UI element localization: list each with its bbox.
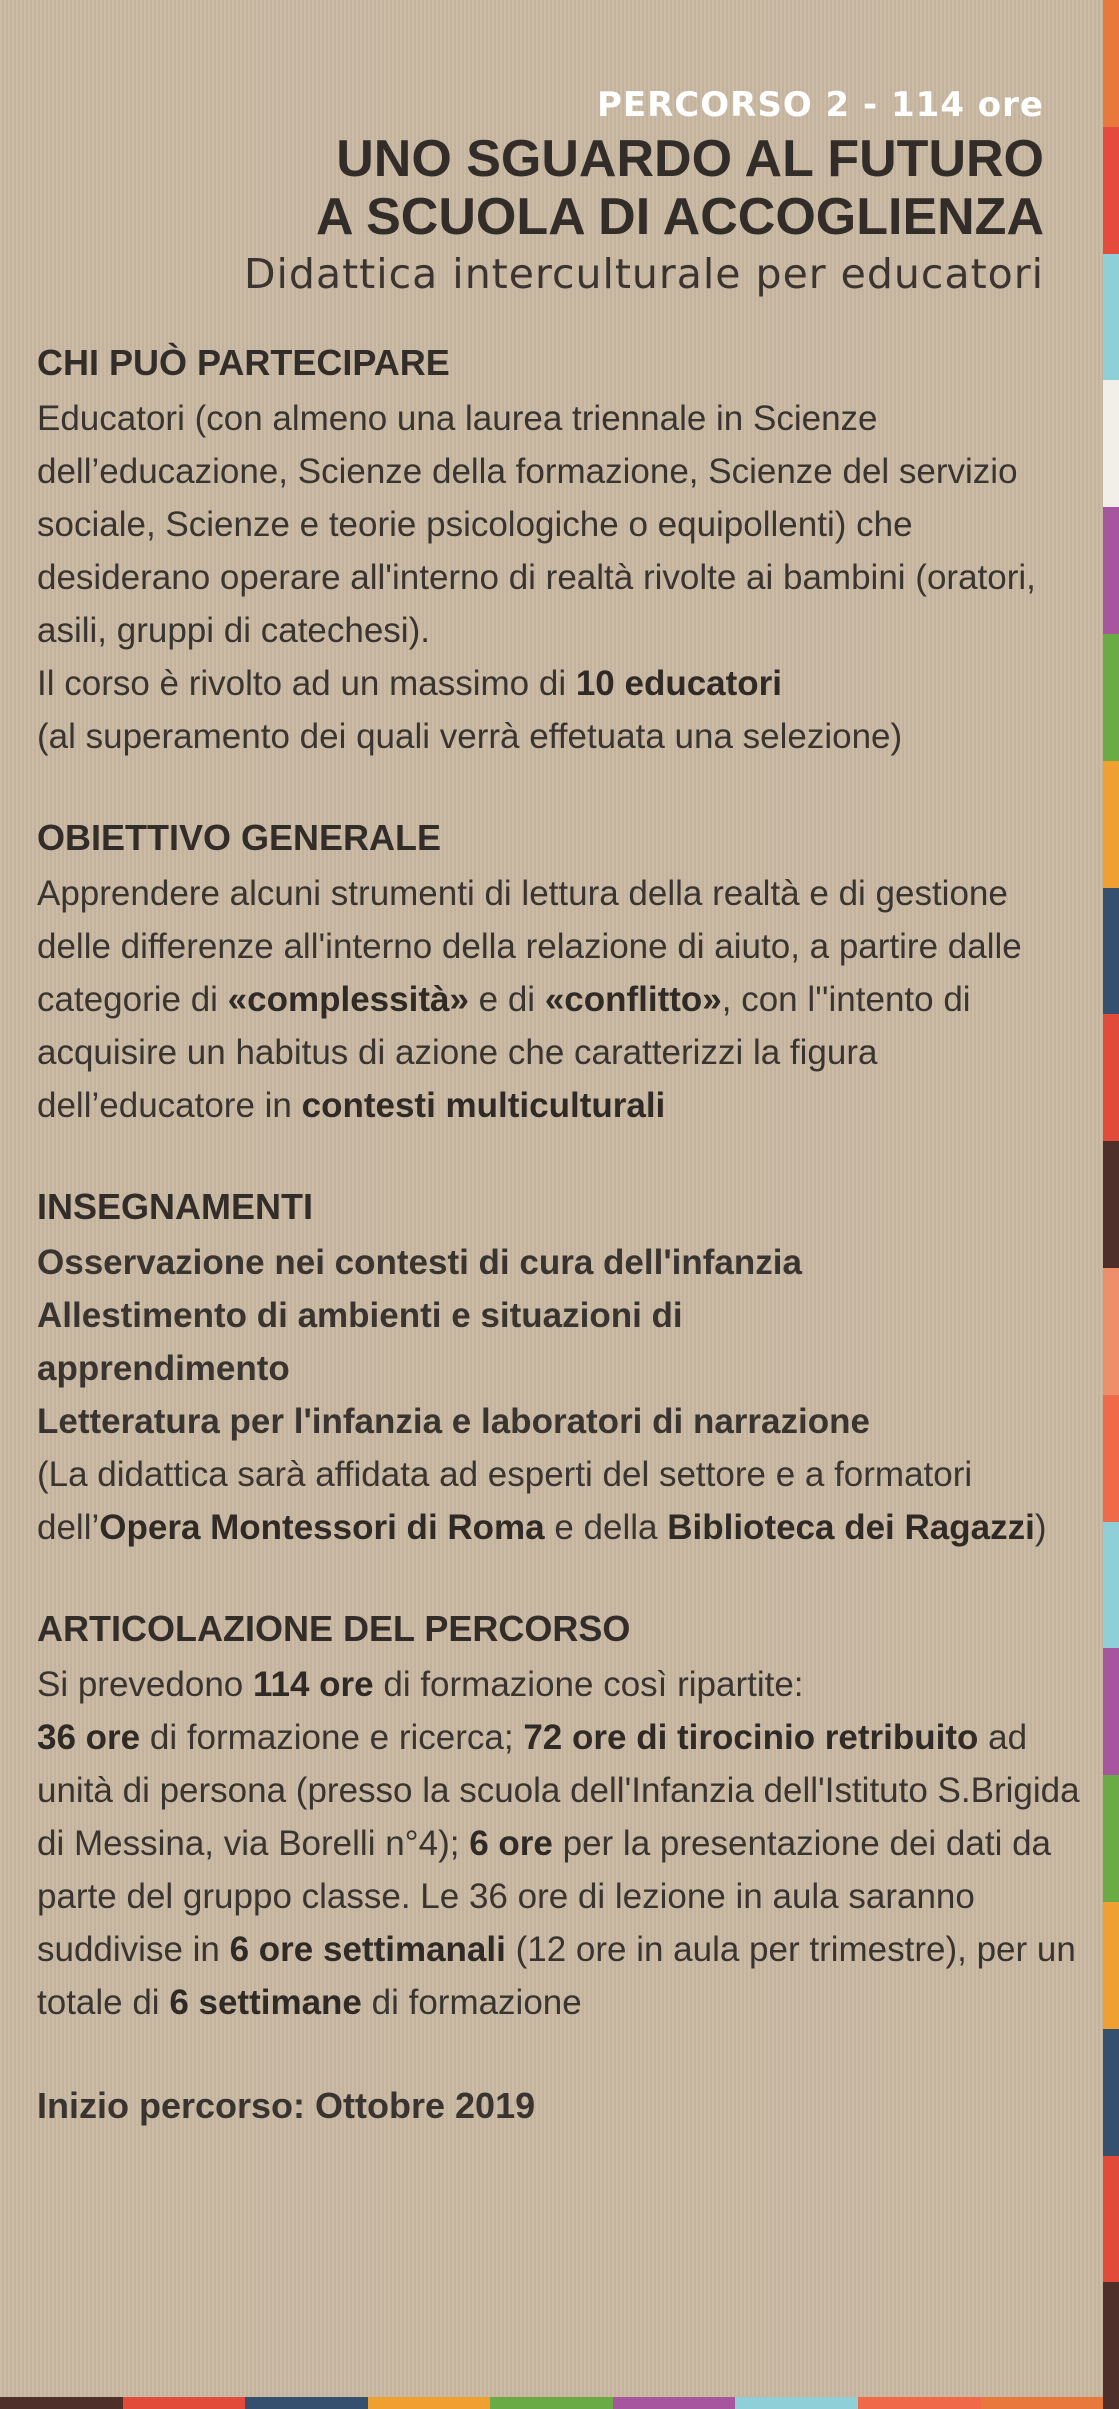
title-line-1: UNO SGUARDO AL FUTURO xyxy=(336,130,1044,188)
text-span: di formazione e ricerca; xyxy=(140,1718,524,1757)
teaching-note xyxy=(37,1448,1087,1554)
bold-span: Biblioteca dei Ragazzi xyxy=(667,1508,1035,1547)
text-span: Si prevedono xyxy=(37,1665,253,1704)
bold-span: 72 ore di tirocinio retribuito xyxy=(523,1718,979,1757)
bold-span: 10 educatori xyxy=(575,664,783,703)
course-kicker: PERCORSO 2 - 114 ore xyxy=(596,85,1044,125)
course-item: Letteratura per l'infanzia e laboratori di narrazione xyxy=(37,1402,870,1441)
structure-paragraph xyxy=(37,1658,1087,2029)
bold-span: 114 ore xyxy=(252,1665,374,1704)
course-start-date: Inizio percorso: Ottobre 2019 xyxy=(37,2085,536,2126)
section-title: ARTICOLAZIONE DEL PERCORSO xyxy=(37,1608,631,1649)
text-span: Il corso è rivolto ad un massimo di xyxy=(37,664,576,703)
text-span: Apprendere alcuni strumenti di lettura della realtà e di gestione delle differenze all'interno della relazione di aiuto, a partire dalle categorie di xyxy=(37,874,1022,1019)
bold-span: 36 ore xyxy=(37,1718,141,1757)
decorative-bottom-strip xyxy=(0,2397,1103,2409)
who-limit xyxy=(37,657,1087,763)
text-span: (al superamento dei quali verrà effetuata una selezione) xyxy=(37,717,903,756)
text-span: , con l''intento di acquisire un habitus di azione che caratterizzi la figura dell’educatore in xyxy=(37,980,971,1125)
course-item: Osservazione nei contesti di cura dell'infanzia xyxy=(37,1243,802,1282)
who-paragraph: Educatori (con almeno una laurea triennale in Scienze dell’educazione, Scienze della formazione, Scienze del servizio sociale, Scienze e teorie psicologiche o equipollenti) che desiderano operare all'interno di realtà rivolte ai bambini (oratori, asili, gruppi di catechesi). xyxy=(37,399,1036,650)
goal-paragraph xyxy=(37,867,1087,1132)
section-who xyxy=(37,340,1087,763)
bold-span: Opera Montessori di Roma xyxy=(99,1508,545,1547)
text-span: per la presentazione dei dati da parte del gruppo classe. Le 36 ore di lezione in aula saranno suddivise in xyxy=(37,1824,1052,1969)
text-span: e di xyxy=(468,980,545,1019)
text-span: di formazione così ripartite: xyxy=(373,1665,804,1704)
section-goal xyxy=(37,815,1087,1132)
content xyxy=(37,340,1087,2131)
section-title: INSEGNAMENTI xyxy=(37,1186,314,1227)
text-span: (12 ore in aula per trimestre), per un totale di xyxy=(37,1930,1076,2022)
section-structure xyxy=(37,1606,1087,2029)
text-span: di formazione xyxy=(361,1983,582,2022)
bold-span: 6 ore xyxy=(469,1824,553,1863)
text-span: ad unità di persona (presso la scuola dell'Infanzia dell'Istituto S.Brigida di Messina, via Borelli n°4); xyxy=(37,1718,1080,1863)
title-line-2: A SCUOLA DI ACCOGLIENZA xyxy=(316,188,1044,246)
section-title: OBIETTIVO GENERALE xyxy=(37,817,442,858)
decorative-color-strip xyxy=(1103,0,1119,2409)
text-span: ) xyxy=(1034,1508,1047,1547)
section-teaching xyxy=(37,1184,1087,1554)
header xyxy=(244,80,1044,302)
text-span: (La didattica sarà affidata ad esperti del settore e a formatori dell’ xyxy=(37,1455,973,1547)
course-item: Allestimento di ambienti e situazioni di apprendimento xyxy=(37,1296,683,1388)
subtitle: Didattica interculturale per educatori xyxy=(243,250,1044,298)
bold-span: «conflitto» xyxy=(544,980,722,1019)
section-title: CHI PUÒ PARTECIPARE xyxy=(37,342,450,383)
bold-span: «complessità» xyxy=(227,980,469,1019)
bold-span: 6 ore settimanali xyxy=(229,1930,506,1969)
text-span: e della xyxy=(544,1508,668,1547)
bold-span: contesti multiculturali xyxy=(301,1086,666,1125)
bold-span: 6 settimane xyxy=(169,1983,362,2022)
